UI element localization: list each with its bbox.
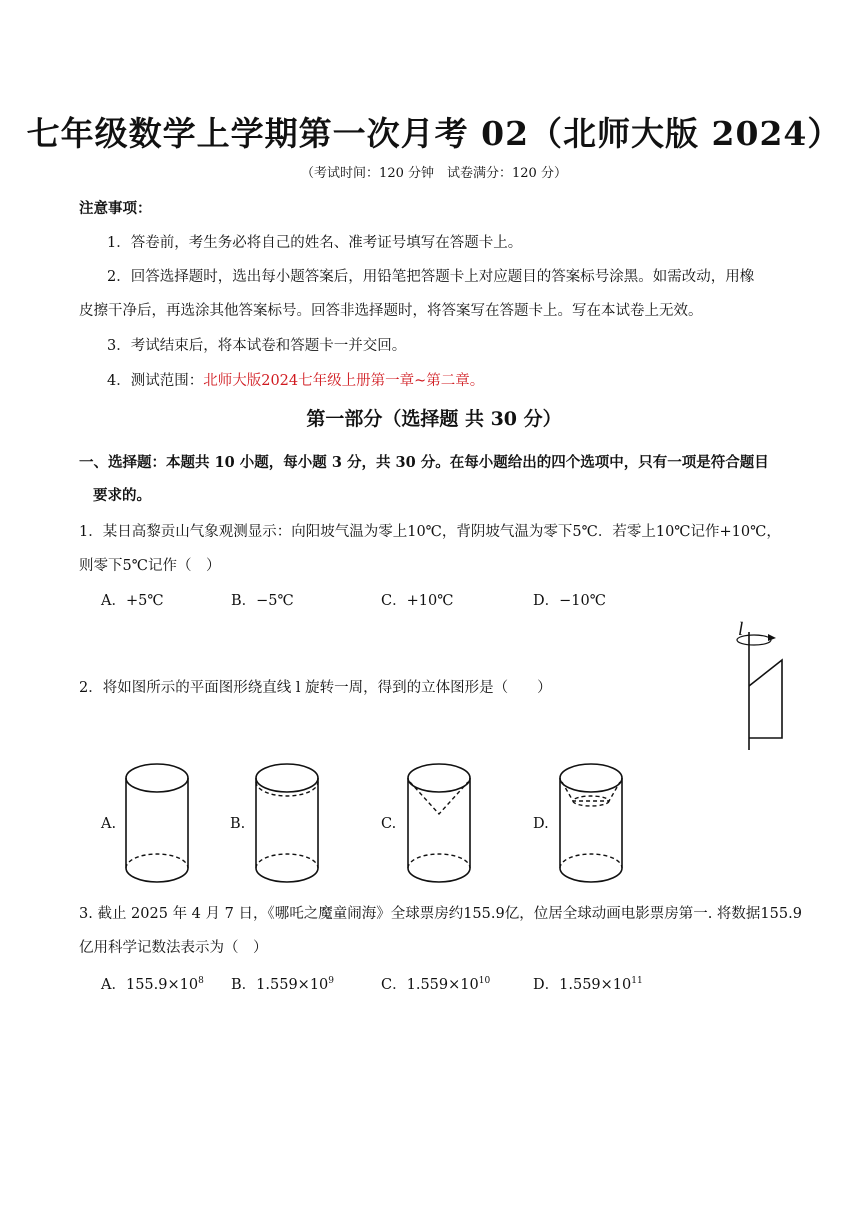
- axis-label: l: [738, 619, 744, 640]
- q3-stem-line1: 3. 截止 2025 年 4 月 7 日，《哪吒之魔童闹海》全球票房约155.9亿，位居全球动画电影票房第一. 将数据155.9: [79, 906, 802, 922]
- q1-option-a[interactable]: A．+5℃: [101, 593, 164, 609]
- q3-option-a[interactable]: [101, 973, 204, 994]
- note-item-4-prefix: 4．测试范围：: [107, 373, 204, 389]
- exam-info: （考试时间：120 分钟 试卷满分：120 分）: [301, 166, 567, 181]
- q2-option-c-label[interactable]: C.: [381, 816, 397, 832]
- note-item-1: 1．答卷前，考生务必将自己的姓名、准考证号填写在答题卡上。: [107, 235, 523, 251]
- exponent: 9: [328, 976, 335, 986]
- note-item-2-line1: 2．回答选择题时，选出每小题答案后，用铅笔把答题卡上对应题目的答案标号涂黑。如需改动，用橡: [107, 269, 755, 285]
- exponent: 10: [478, 976, 491, 986]
- q3-option-c[interactable]: [381, 973, 490, 994]
- q2-option-b-cylinder[interactable]: [255, 758, 321, 886]
- q2-option-b-label[interactable]: B.: [230, 816, 246, 832]
- q2-option-a-cylinder[interactable]: [125, 758, 191, 886]
- option-value: 155.9×10: [125, 977, 199, 993]
- option-letter: D．: [533, 977, 560, 993]
- section-title: 第一部分（选择题 共 30 分）: [306, 408, 562, 430]
- exponent: 8: [198, 976, 204, 986]
- trapezoid-shape: [749, 660, 782, 738]
- q1-stem-line2: 则零下5℃记作（ ）: [79, 558, 221, 574]
- option-letter: B．: [231, 977, 257, 993]
- q2-option-a-label[interactable]: A.: [101, 816, 117, 832]
- q3-option-d[interactable]: [533, 973, 643, 994]
- option-value: 1.559×10: [256, 977, 329, 993]
- q2-option-c-cylinder[interactable]: [407, 758, 473, 886]
- q3-stem-line2: 亿用科学记数法表示为（ ）: [79, 940, 268, 956]
- q2-option-d-cylinder[interactable]: [559, 758, 625, 886]
- q1-option-b[interactable]: B．−5℃: [231, 593, 294, 609]
- option-value: 1.559×10: [406, 977, 479, 993]
- q1-option-d[interactable]: D．−10℃: [533, 593, 606, 609]
- note-item-2-line2: 皮擦干净后，再选涂其他答案标号。回答非选择题时，将答案写在答题卡上。写在本试卷上无效。: [79, 303, 703, 319]
- q1-stem-line1: 1．某日高黎贡山气象观测显示：向阳坡气温为零上10℃，背阴坡气温为零下5℃．若零上10℃记作+10℃，: [79, 524, 781, 540]
- option-letter: A．: [101, 977, 126, 993]
- notes-heading: 注意事项：: [79, 200, 152, 217]
- part1-instructions-line2: 要求的。: [93, 487, 151, 504]
- test-range: 北师大版2024七年级上册第一章~第二章。: [203, 373, 485, 389]
- option-letter: C．: [381, 977, 407, 993]
- q3-option-b[interactable]: [231, 973, 334, 994]
- note-item-4: [107, 369, 484, 390]
- exponent: 11: [631, 976, 643, 986]
- page-title: 七年级数学上学期第一次月考 02（北师大版 2024）: [26, 114, 842, 153]
- q1-option-c[interactable]: C．+10℃: [381, 593, 454, 609]
- note-item-3: 3．考试结束后，将本试卷和答题卡一并交回。: [107, 338, 407, 354]
- part1-instructions-line1: 一、选择题：本题共 10 小题，每小题 3 分，共 30 分。在每小题给出的四个选项中，只有一项是符合题目: [79, 454, 769, 471]
- q2-plane-figure: [712, 618, 802, 753]
- q2-option-d-label[interactable]: D.: [533, 816, 549, 832]
- q2-stem: 2．将如图所示的平面图形绕直线 l 旋转一周，得到的立体图形是（ ）: [79, 680, 552, 696]
- arrow-head-icon: [768, 634, 776, 641]
- option-value: 1.559×10: [559, 977, 632, 993]
